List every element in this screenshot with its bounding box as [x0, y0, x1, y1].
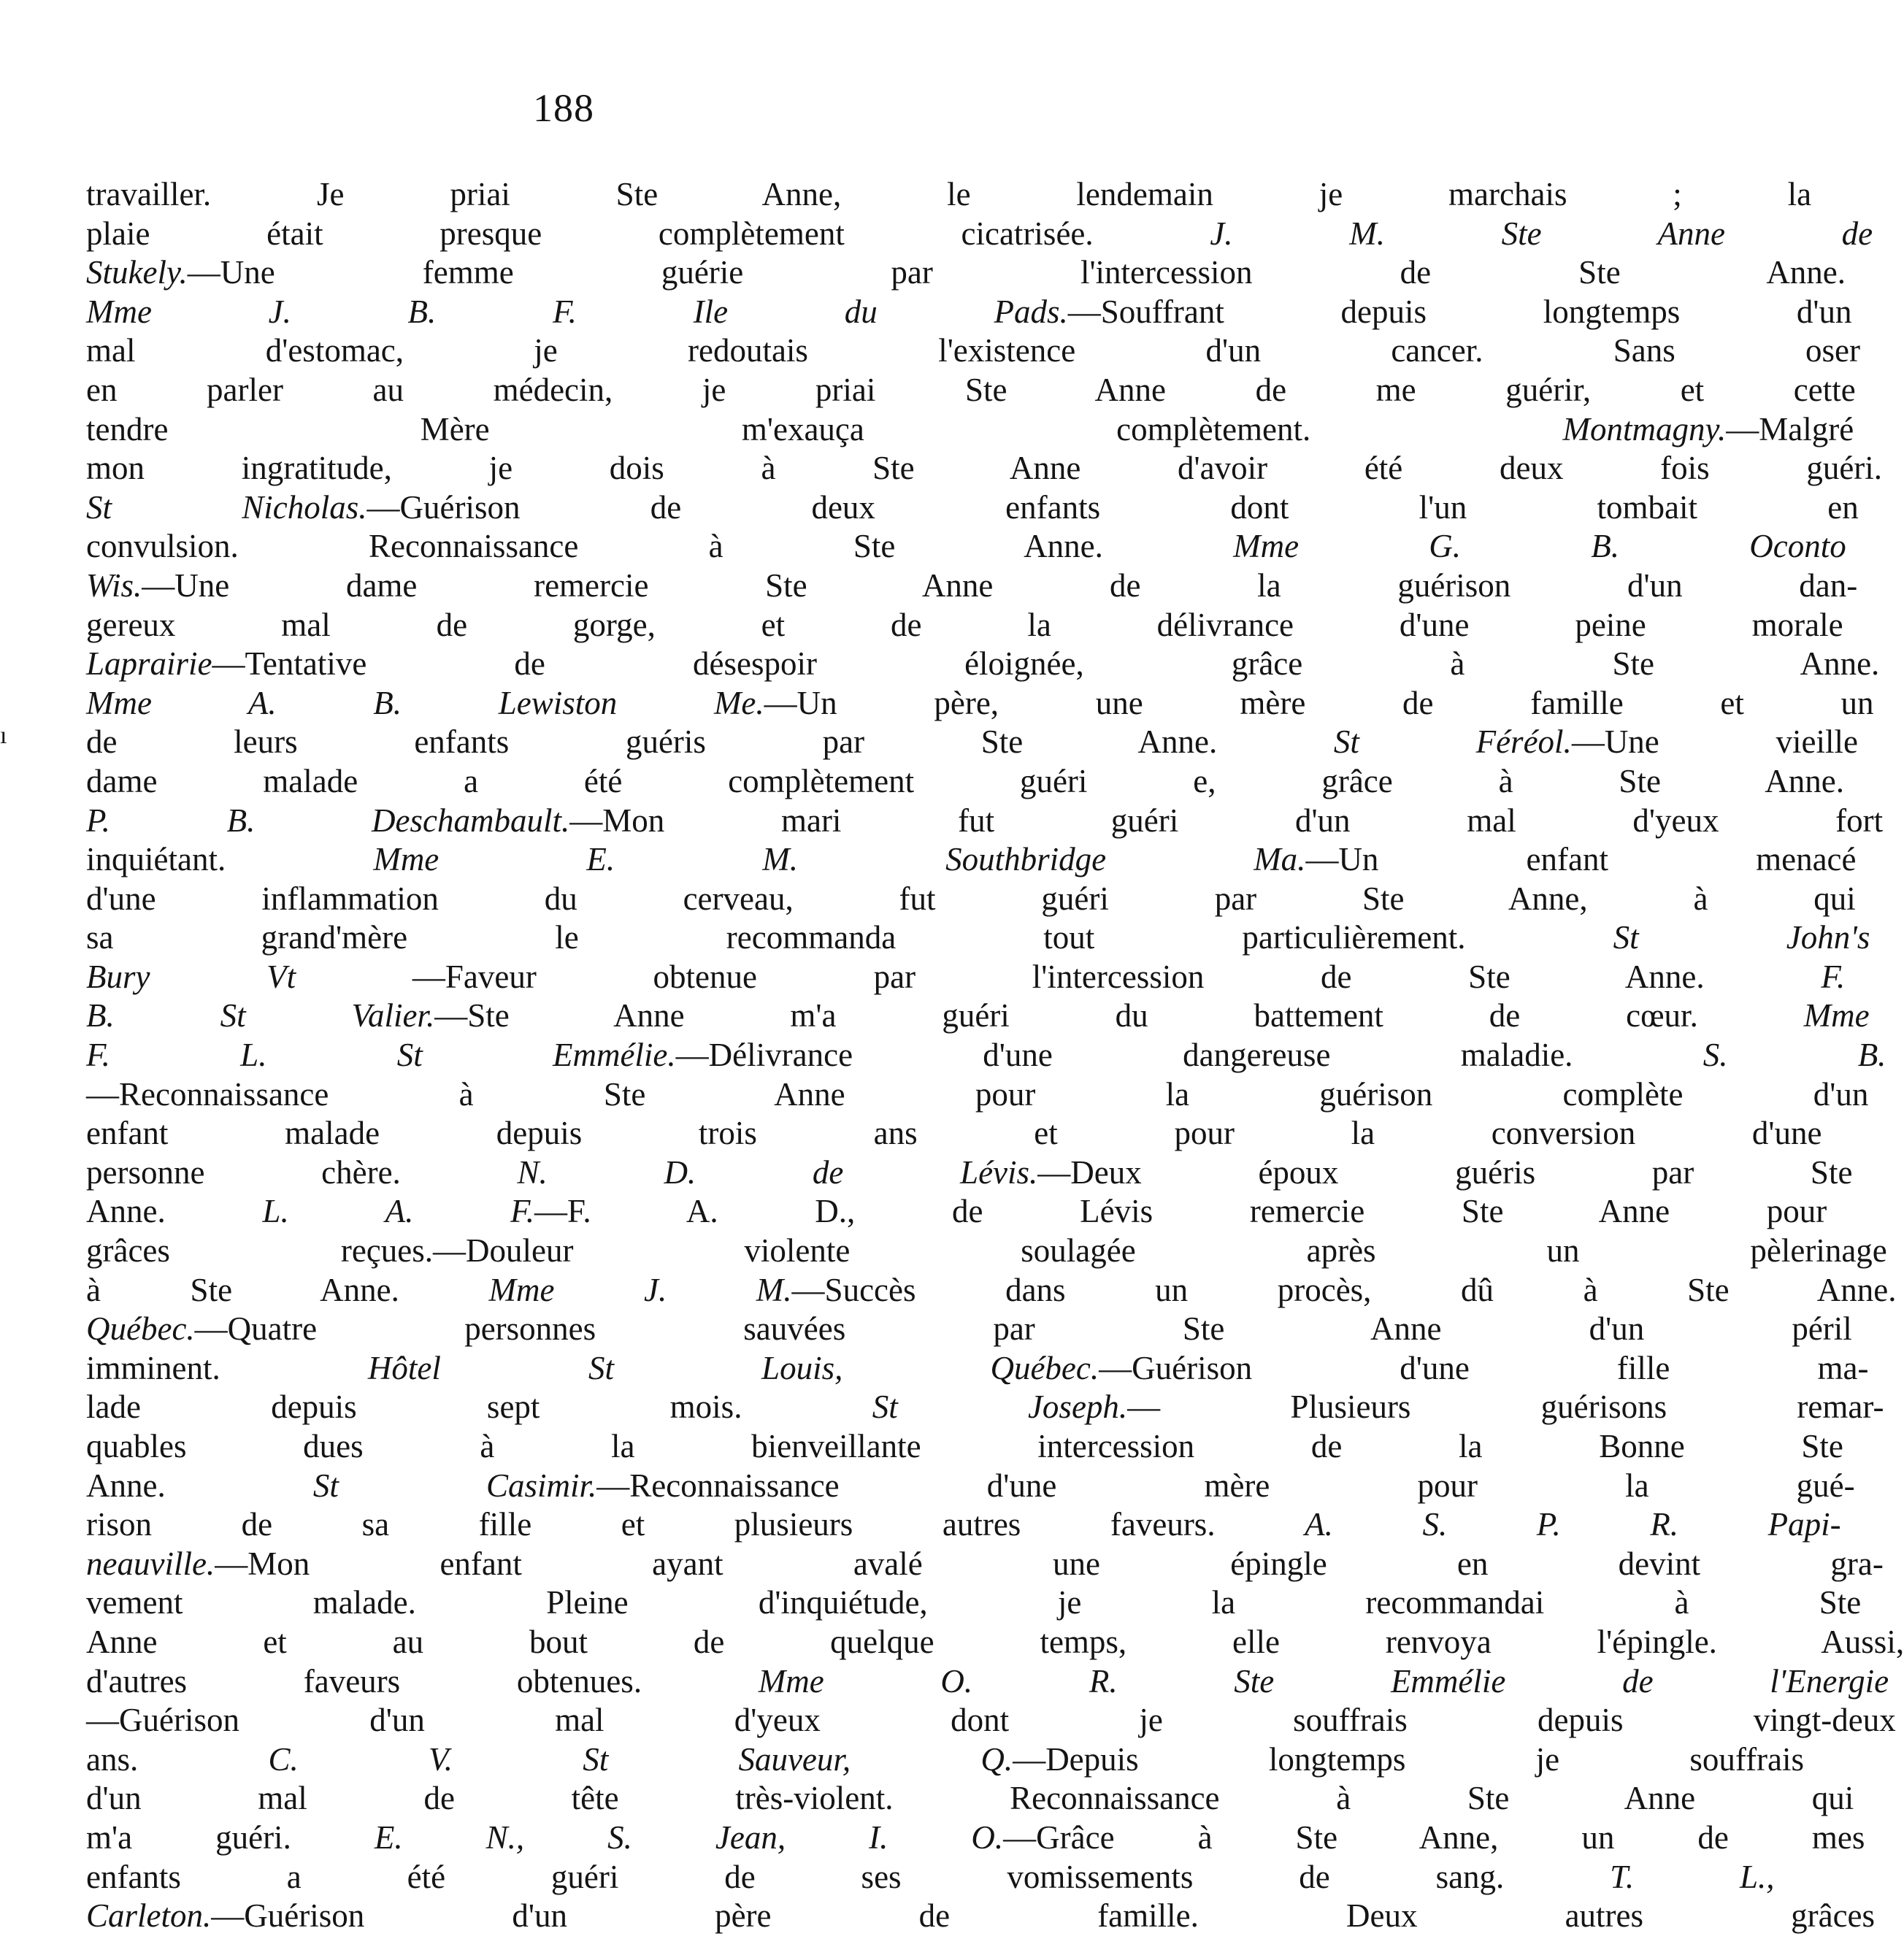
text-segment: inquiétant. [86, 841, 374, 878]
text-line [86, 1897, 1876, 1936]
text-segment: quables dues à la bienveillante intercession de la Bonne Ste [86, 1428, 1843, 1464]
text-segment: à Ste Anne. [86, 1271, 489, 1308]
italic-place-name: St Casimir. [312, 1467, 597, 1504]
text-line [86, 1545, 1884, 1584]
text-segment: mon ingratitude, je dois à Ste Anne d'avoir été deux fois guéri. [86, 450, 1883, 487]
text-segment: —F. A. D., de Lévis remercie Ste Anne pour [534, 1193, 1827, 1230]
text-segment: —Un père, une mère de famille et un [764, 684, 1874, 721]
text-segment: ans. [86, 1740, 269, 1778]
text-line [86, 1271, 1897, 1310]
text-segment: —Tentative de désespoir éloignée, grâce à Ste Anne. [212, 645, 1880, 683]
italic-place-name: Mme E. M. Southbridge Ma. [373, 841, 1306, 878]
text-line [86, 645, 1880, 684]
margin-mark: ı [0, 722, 7, 749]
text-segment: —Grâce à Ste Anne, un de mes [1003, 1819, 1865, 1856]
italic-place-name: Mme G. B. Oconto [1233, 528, 1846, 565]
text-segment: —Succès dans un procès, dû à Ste Anne. [791, 1271, 1897, 1308]
text-segment: rison de sa fille et plusieurs autres faveurs. [86, 1506, 1305, 1543]
text-line [86, 1467, 1855, 1506]
text-line [86, 449, 1883, 488]
italic-place-name: St Joseph. [872, 1389, 1128, 1426]
text-segment: mal d'estomac, je redoutais l'existence d'un cancer. Sans oser [86, 332, 1860, 369]
italic-place-name: J. M. Ste Anne de [1210, 215, 1873, 252]
page-number: 188 [533, 86, 594, 130]
italic-place-name: N. D. de Lévis. [517, 1153, 1038, 1191]
text-segment: —Ste Anne m'a guéri du battement de cœur. [434, 997, 1804, 1034]
text-line [86, 723, 1858, 762]
text-segment: —Une femme guérie par l'intercession de Ste Anne. [187, 254, 1846, 291]
text-segment: imminent. [86, 1349, 368, 1386]
text-segment: enfants a été guéri de ses vomissements de sang. [86, 1858, 1611, 1895]
text-line [86, 331, 1860, 371]
text-segment: —Quatre personnes sauvées par Ste Anne d'un péril [194, 1310, 1852, 1348]
text-line [86, 1192, 1827, 1232]
text-line [86, 1232, 1887, 1271]
italic-place-name: St Féréol. [1333, 723, 1572, 761]
text-line [86, 1779, 1854, 1819]
text-line [86, 1388, 1884, 1427]
text-line [86, 567, 1858, 606]
body-text [86, 175, 1904, 1936]
text-line [86, 1583, 1862, 1623]
text-line [86, 1505, 1841, 1545]
text-segment: —Souffrant depuis longtemps d'un [1067, 293, 1852, 330]
text-line [86, 1427, 1843, 1467]
text-segment: travailler. Je priai Ste Anne, le lendemain je marchais ; la [86, 176, 1812, 212]
text-segment: gereux mal de gorge, et de la délivrance d'une peine morale [86, 606, 1843, 643]
text-segment: vement malade. Pleine d'inquiétude, je la recommandai à Ste [86, 1584, 1862, 1621]
text-line [86, 918, 1870, 958]
text-segment: — Plusieurs guérisons remar- [1127, 1389, 1884, 1426]
text-segment: —Guérison d'une fille ma- [1099, 1349, 1869, 1386]
italic-place-name: A. S. P. R. Papi- [1305, 1506, 1841, 1543]
text-line [86, 1349, 1869, 1389]
text-line [86, 527, 1846, 567]
text-line [86, 488, 1859, 528]
text-segment: —Depuis longtemps je souffrais [1013, 1740, 1805, 1778]
text-segment: —Guérison d'un mal d'yeux dont je souffrais depuis vingt-deux [86, 1702, 1896, 1739]
text-segment: —Guérison de deux enfants dont l'un tombait en [366, 488, 1859, 526]
text-segment: dame malade a été complètement guéri e, grâce à Ste Anne. [86, 762, 1845, 799]
text-line [86, 253, 1846, 293]
text-segment: Anne. [86, 1467, 313, 1504]
italic-place-name: Québec. [86, 1310, 195, 1348]
italic-place-name: E. N., S. Jean, I. O. [374, 1819, 1004, 1856]
text-segment: tendre Mère m'exauça complètement. [86, 410, 1563, 448]
text-segment: Anne et au bout de quelque temps, elle renvoya l'épingle. Aussi, [86, 1623, 1904, 1660]
italic-place-name: St Nicholas. [86, 488, 367, 526]
italic-place-name: Montmagny. [1562, 410, 1727, 448]
text-line [86, 1114, 1822, 1153]
italic-place-name: Mme [1803, 997, 1870, 1034]
italic-place-name: B. St Valier. [86, 997, 435, 1034]
text-segment: de leurs enfants guéris par Ste Anne. [86, 723, 1334, 761]
text-line [86, 1036, 1886, 1075]
text-line [86, 1740, 1805, 1780]
text-line [86, 410, 1854, 450]
text-segment: lade depuis sept mois. [86, 1389, 872, 1426]
text-segment: —Une dame remercie Ste Anne de la guérison d'un dan- [142, 567, 1858, 604]
text-segment: —Mon mari fut guéri d'un mal d'yeux fort [569, 802, 1884, 839]
text-line [86, 1153, 1853, 1193]
text-line [86, 1819, 1865, 1858]
italic-place-name: Laprairie [86, 645, 212, 683]
text-line [86, 293, 1852, 332]
italic-place-name: T. L., [1610, 1858, 1775, 1895]
italic-place-name: Bury Vt [86, 958, 296, 995]
text-line [86, 880, 1856, 919]
text-segment: —Guérison d'un père de famille. Deux autres grâces [211, 1897, 1876, 1935]
text-segment: personne chère. [86, 1153, 518, 1191]
text-segment: —Une vieille [1571, 723, 1858, 761]
italic-place-name: L. A. F. [262, 1193, 534, 1230]
italic-place-name: neauville. [86, 1545, 215, 1582]
text-line [86, 606, 1843, 645]
text-line [86, 802, 1884, 841]
italic-place-name: F. [1821, 958, 1846, 995]
text-segment: d'un mal de tête très-violent. Reconnaissance à Ste Anne qui [86, 1780, 1854, 1817]
text-segment: —Un enfant menacé [1305, 841, 1857, 878]
text-segment: sa grand'mère le recommanda tout particulièrement. [86, 919, 1613, 956]
text-line [86, 958, 1846, 997]
text-line [86, 175, 1812, 215]
text-line [86, 996, 1870, 1036]
text-line [86, 1858, 1775, 1897]
text-segment: —Reconnaissance à Ste Anne pour la guérison complète d'un [86, 1075, 1869, 1113]
text-segment: —Mon enfant ayant avalé une épingle en devint gra- [215, 1545, 1884, 1582]
text-segment: en parler au médecin, je priai Ste Anne de me guérir, et cette [86, 371, 1856, 408]
italic-place-name: Mme O. R. Ste Emmélie de l'Energie [758, 1662, 1889, 1700]
text-line [86, 1075, 1869, 1115]
italic-place-name: Stukely. [86, 254, 188, 291]
italic-place-name: C. V. St Sauveur, Q. [268, 1740, 1013, 1778]
text-line [86, 1701, 1896, 1740]
text-segment: d'autres faveurs obtenues. [86, 1662, 759, 1700]
italic-place-name: F. L. St Emmélie. [86, 1037, 676, 1074]
text-segment: Anne. [86, 1193, 263, 1230]
text-segment: —Faveur obtenue par l'intercession de Ste Anne. [296, 958, 1822, 995]
text-segment: —Deux époux guéris par Ste [1037, 1153, 1853, 1191]
text-segment: —Malgré [1726, 410, 1854, 448]
text-segment: enfant malade depuis trois ans et pour la conversion d'une [86, 1115, 1822, 1152]
text-line [86, 762, 1845, 802]
text-segment: plaie était presque complètement cicatrisée. [86, 215, 1210, 252]
text-segment: m'a guéri. [86, 1819, 375, 1856]
text-segment: grâces reçues.—Douleur violente soulagée après un pèlerinage [86, 1232, 1887, 1270]
italic-place-name: Mme J. B. F. Ile du Pads. [86, 293, 1068, 330]
italic-place-name: Hôtel St Louis, Québec. [367, 1349, 1099, 1386]
italic-place-name: Mme J. M. [488, 1271, 792, 1308]
italic-place-name: St John's [1613, 919, 1870, 956]
text-line [86, 371, 1856, 410]
text-line [86, 215, 1873, 254]
text-line [86, 684, 1874, 723]
text-line [86, 840, 1857, 880]
text-line [86, 1310, 1852, 1349]
text-segment: convulsion. Reconnaissance à Ste Anne. [86, 528, 1234, 565]
italic-place-name: Mme A. B. Lewiston Me. [86, 684, 764, 721]
italic-place-name: S. B. [1703, 1037, 1886, 1074]
italic-place-name: Carleton. [86, 1897, 212, 1935]
text-segment: —Délivrance d'une dangereuse maladie. [675, 1037, 1703, 1074]
text-line [86, 1662, 1889, 1702]
text-segment: —Reconnaissance d'une mère pour la gué- [596, 1467, 1855, 1504]
italic-place-name: P. B. Deschambault. [86, 802, 570, 839]
text-segment: d'une inflammation du cerveau, fut guéri par Ste Anne, à qui [86, 880, 1856, 917]
italic-place-name: Wis. [86, 567, 142, 604]
text-line [86, 1623, 1904, 1662]
